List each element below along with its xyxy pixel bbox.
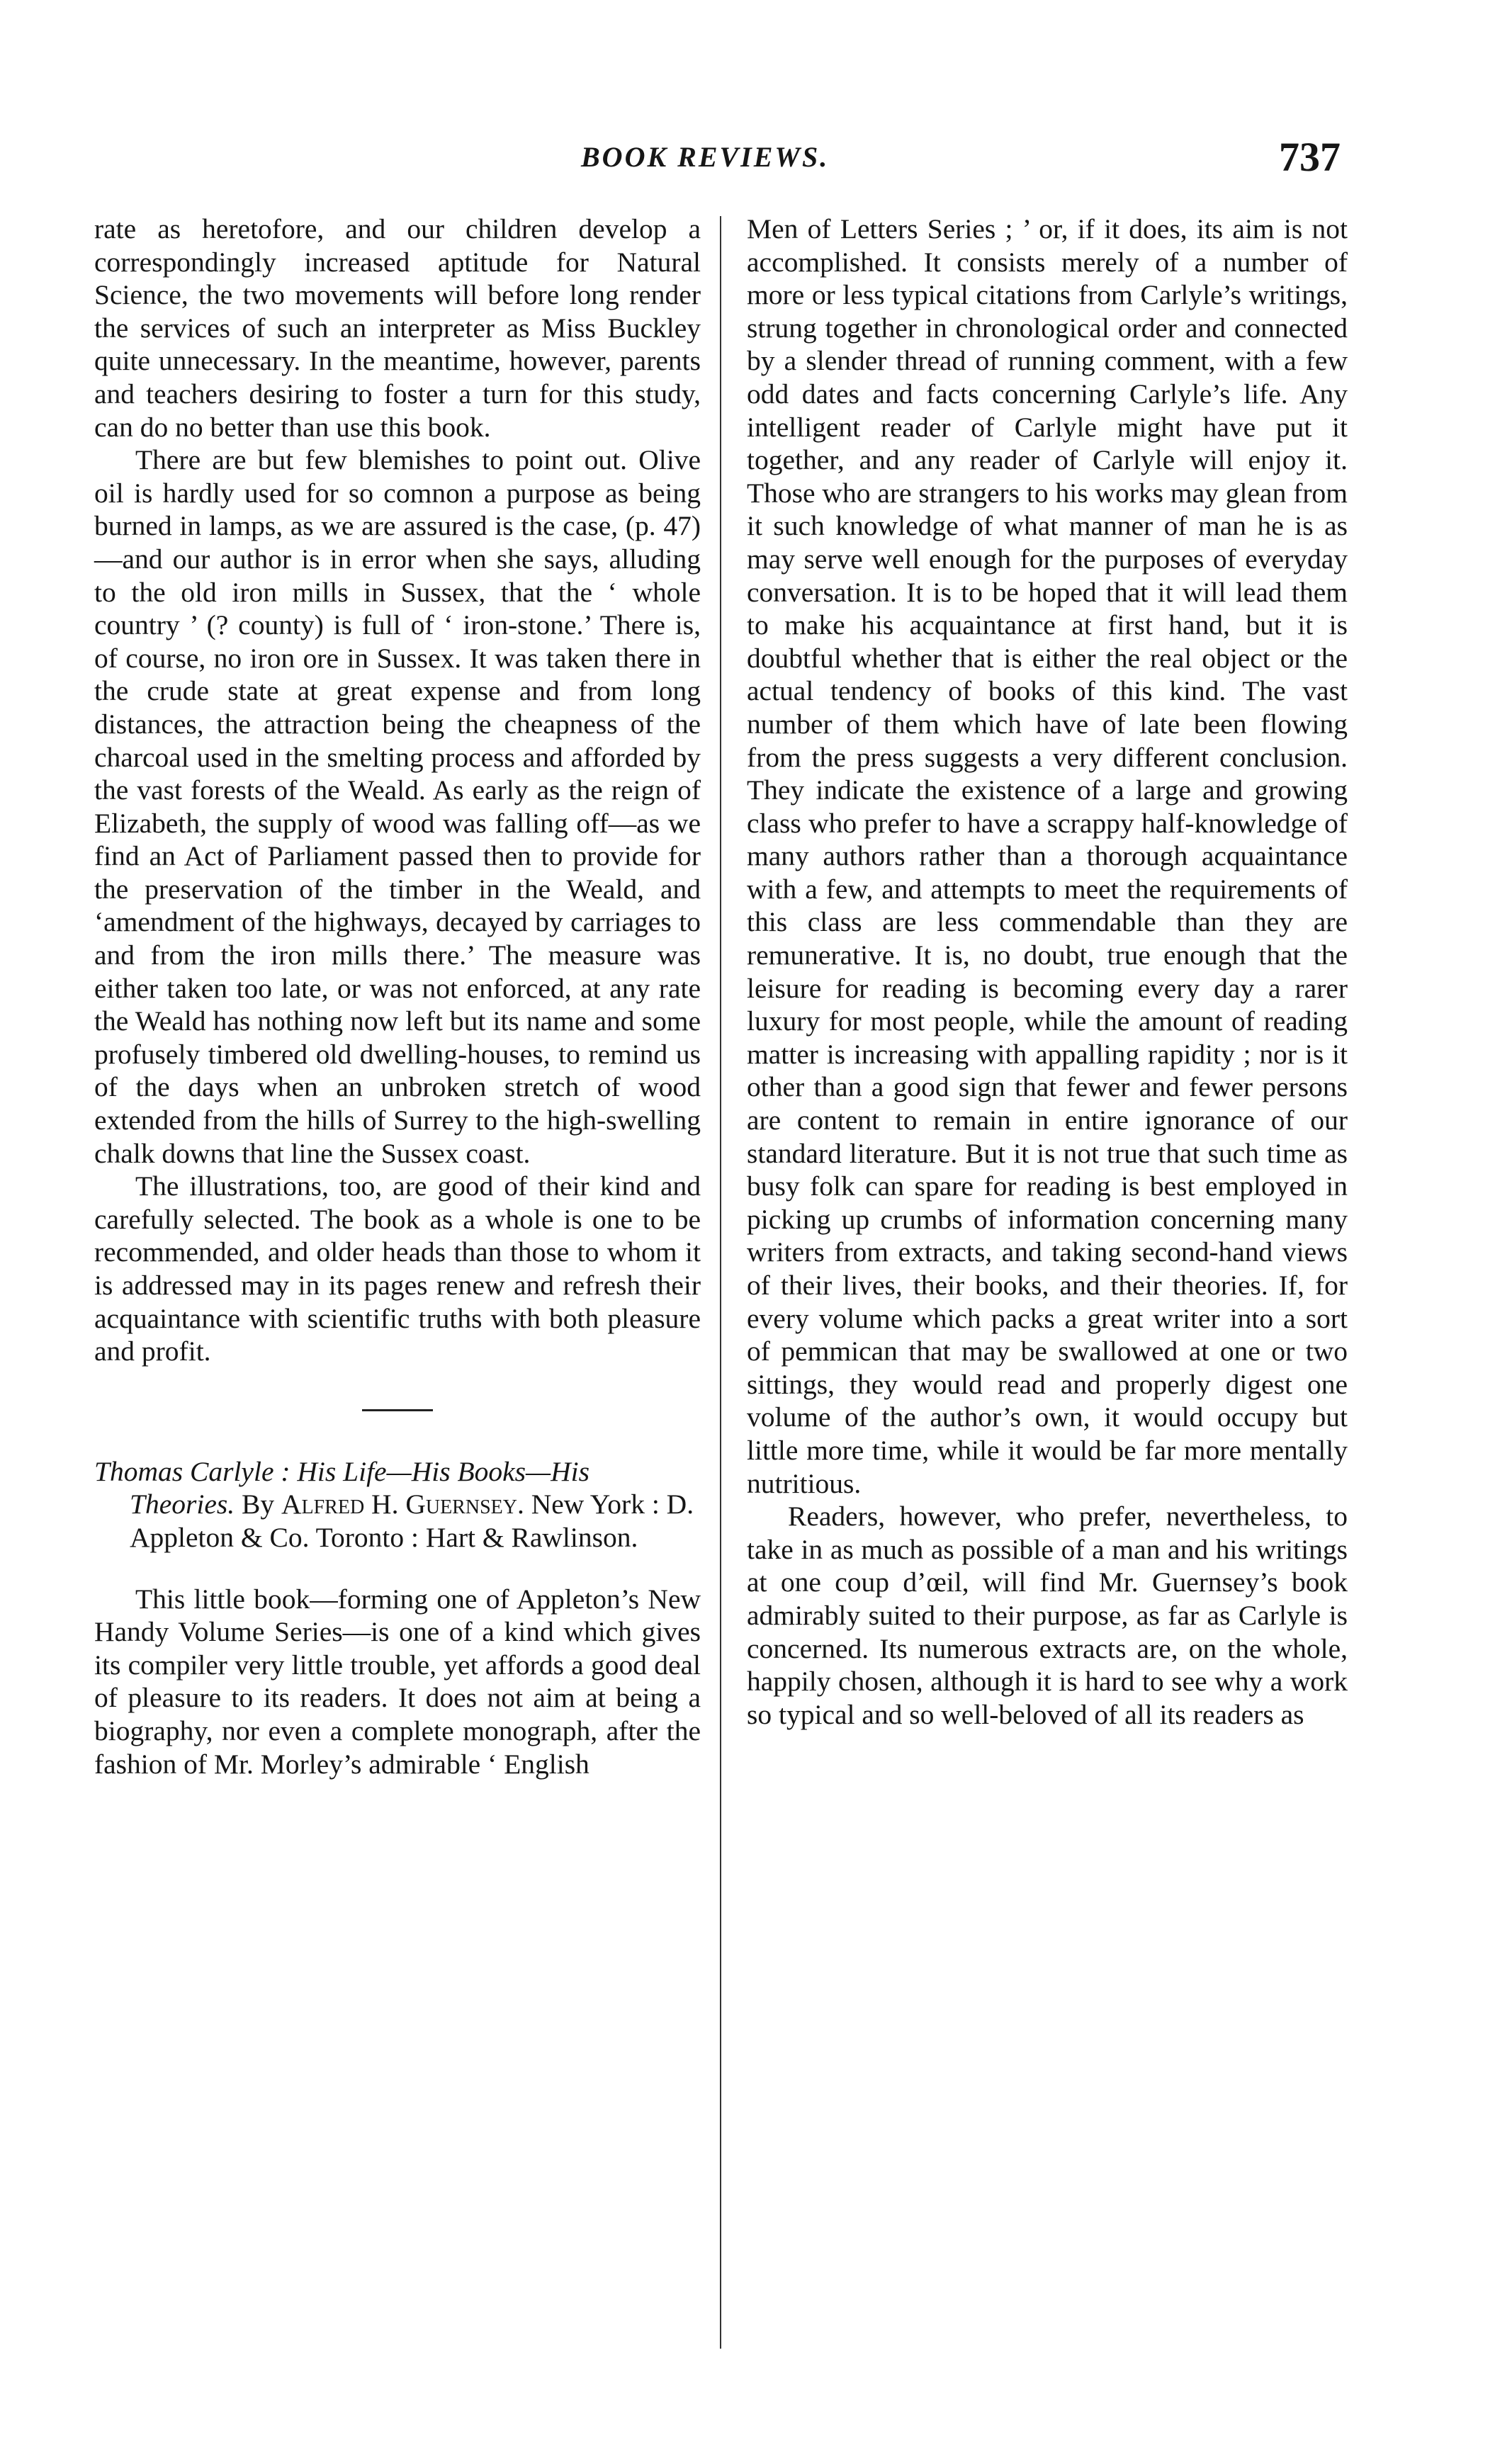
column-divider	[720, 216, 721, 2349]
book-author: Alfred H. Guernsey.	[281, 1489, 524, 1520]
section-separator	[362, 1409, 433, 1411]
paragraph: The illustrations, too, are good of their kind and carefully selected. The book as a whole is one to be recommended, and older heads than those to whom it is addressed may in its pages renew and refresh their acquaintance with scientific truths with both pleasure and profit.	[94, 1170, 701, 1367]
book-title: Thomas Carlyle : His Life—His Books—His Theories.	[94, 1455, 589, 1520]
book-publisher: New York : D. Appleton & Co. Toronto : Hart & Rawlinson.	[130, 1489, 694, 1553]
book-by: By	[242, 1489, 275, 1520]
running-title: BOOK REVIEWS.	[581, 141, 830, 173]
paragraph: There are but few blemishes to point out. Olive oil is hardly used for so comnon a purpose as being burned in lamps, as we are assured is the case, (p. 47)—and our author is in error when she says, alluding to the old iron mills in Sussex, that the ‘ whole country ’ (? county) is full of ‘ iron-stone.’ There is, of course, no iron ore in Sussex. It was taken there in the crude state at great expense and from long distances, the attraction being the cheapness of the charcoal used in the smelting process and afforded by the vast forests of the Weald. As early as the reign of Elizabeth, the supply of wood was falling off—as we find an Act of Parliament passed then to provide for the preservation of the timber in the Weald, and ‘amendment of the highways, decayed by carriages to and from the iron mills there.’ The measure was either taken too late, or was not enforced, at any rate the Weald has nothing now left but its name and some profusely timbered old dwelling-houses, to remind us of the days when an unbroken stretch of wood extended from the hills of Surrey to the high-swelling chalk downs that line the Sussex coast.	[94, 444, 701, 1169]
book-citation	[94, 1455, 701, 1554]
right-column	[747, 213, 1348, 1731]
left-column	[94, 213, 701, 1780]
paragraph: This little book—forming one of Appleton’s New Handy Volume Series—is one of a kind which gives its compiler very little trouble, yet affords a good deal of pleasure to its readers. It does not aim at being a biography, nor even a complete monograph, after the fashion of Mr. Morley’s admirable ‘ English	[94, 1583, 701, 1780]
paragraph: Readers, however, who prefer, nevertheless, to take in as much as possible of a man and his writings at one coup d’œil, will find Mr. Guernsey’s book admirably suited to their purpose, as far as Carlyle is concerned. Its numerous extracts are, on the whole, happily chosen, although it is hard to see why a work so typical and so well-beloved of all its readers as	[747, 1501, 1348, 1730]
page-number: 737	[1279, 134, 1341, 180]
paragraph: rate as heretofore, and our children develop a correspondingly increased aptitude for Natural Science, the two movements will before long render the services of such an interpreter as Miss Buckley quite unnecessary. In the meantime, however, parents and teachers desiring to foster a turn for this study, can do no better than use this book.	[94, 213, 701, 443]
paragraph: Men of Letters Series ; ’ or, if it does, its aim is not accomplished. It consists merely of a number of more or less typical citations from Carlyle’s writings, strung together in chronological order and connected by a slender thread of running comment, with a few odd dates and facts concerning Carlyle’s life. Any intelligent reader of Carlyle might have put it together, and any reader of Carlyle will enjoy it. Those who are strangers to his works may glean from it such knowledge of what manner of man he is as may serve well enough for the purposes of everyday conversation. It is to be hoped that it will lead them to make his acquaintance at first hand, but it is doubtful whether that is either the real object or the actual tendency of books of this kind. The vast number of them which have of late been flowing from the press suggests a very different conclusion. They indicate the existence of a large and growing class who prefer to have a scrappy half-knowledge of many authors rather than a thorough acquaintance with a few, and attempts to meet the requirements of this class are less commendable than they are remunerative. It is, no doubt, true enough that the leisure for reading is becoming every day a rarer luxury for most people, while the amount of reading matter is increasing with appalling rapidity ; nor is it other than a good sign that fewer and fewer persons are content to remain in entire ignorance of our standard literature. But it is not true that such time as busy folk can spare for reading is best employed in picking up crumbs of information concerning many writers from extracts, and taking second-hand views of their lives, their books, and their theories. If, for every volume which packs a great writer into a sort of pemmican that may be swallowed at one or two sittings, they would read and properly digest one volume of the author’s own, it would occupy but little more time, while it would be far more mentally nutritious.	[747, 213, 1348, 1499]
